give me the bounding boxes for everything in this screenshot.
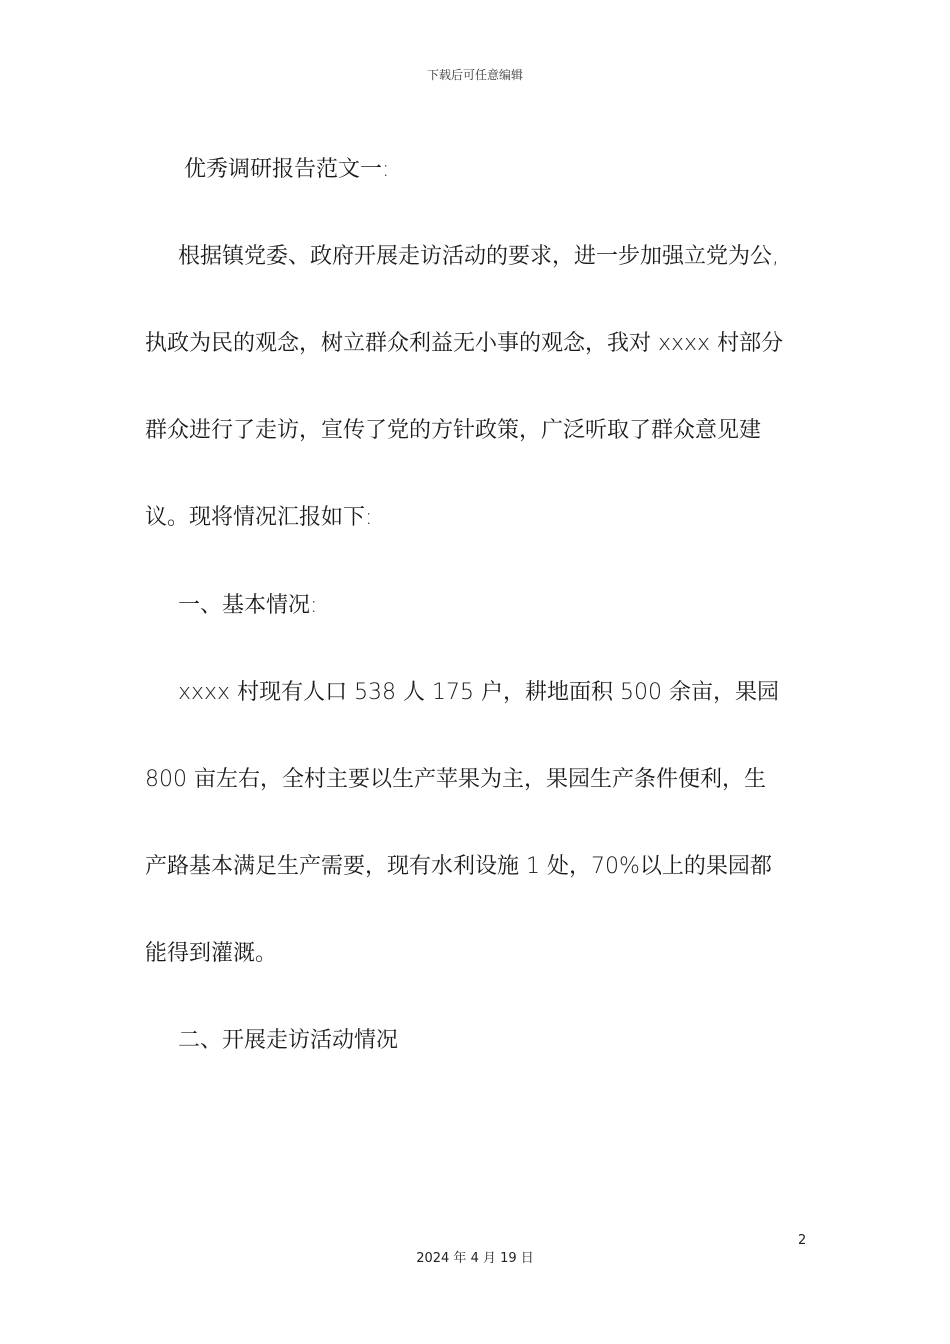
paragraph-line: 议。现将情况汇报如下: — [145, 505, 373, 530]
paragraph-line: 800 亩左右，全村主要以生产苹果为主，果园生产条件便利，生 — [145, 767, 766, 792]
footer-date: 2024 年 4 月 19 日 — [416, 1251, 534, 1266]
paragraph-line: 根据镇党委、政府开展走访活动的要求，进一步加强立党为公, — [178, 244, 779, 269]
paragraph-line: xxxx 村现有人口 538 人 175 户，耕地面积 500 余亩，果园 — [178, 680, 780, 705]
paragraph-line: 产路基本满足生产需要，现有水利设施 1 处，70%以上的果园都 — [145, 854, 772, 879]
paragraph-line: 群众进行了走访，宣传了党的方针政策，广泛听取了群众意见建 — [145, 418, 762, 443]
paragraph-line: 能得到灌溉。 — [145, 941, 278, 966]
section-heading: 二、开展走访活动情况 — [178, 1028, 399, 1053]
section-heading: 一、基本情况: — [178, 593, 318, 618]
paragraph-line: 执政为民的观念，树立群众利益无小事的观念，我对 xxxx 村部分 — [145, 331, 784, 356]
document-title: 优秀调研报告范文一: — [184, 157, 390, 182]
page-number: 2 — [798, 1233, 807, 1248]
page-header: 下载后可任意编辑 — [426, 68, 523, 82]
